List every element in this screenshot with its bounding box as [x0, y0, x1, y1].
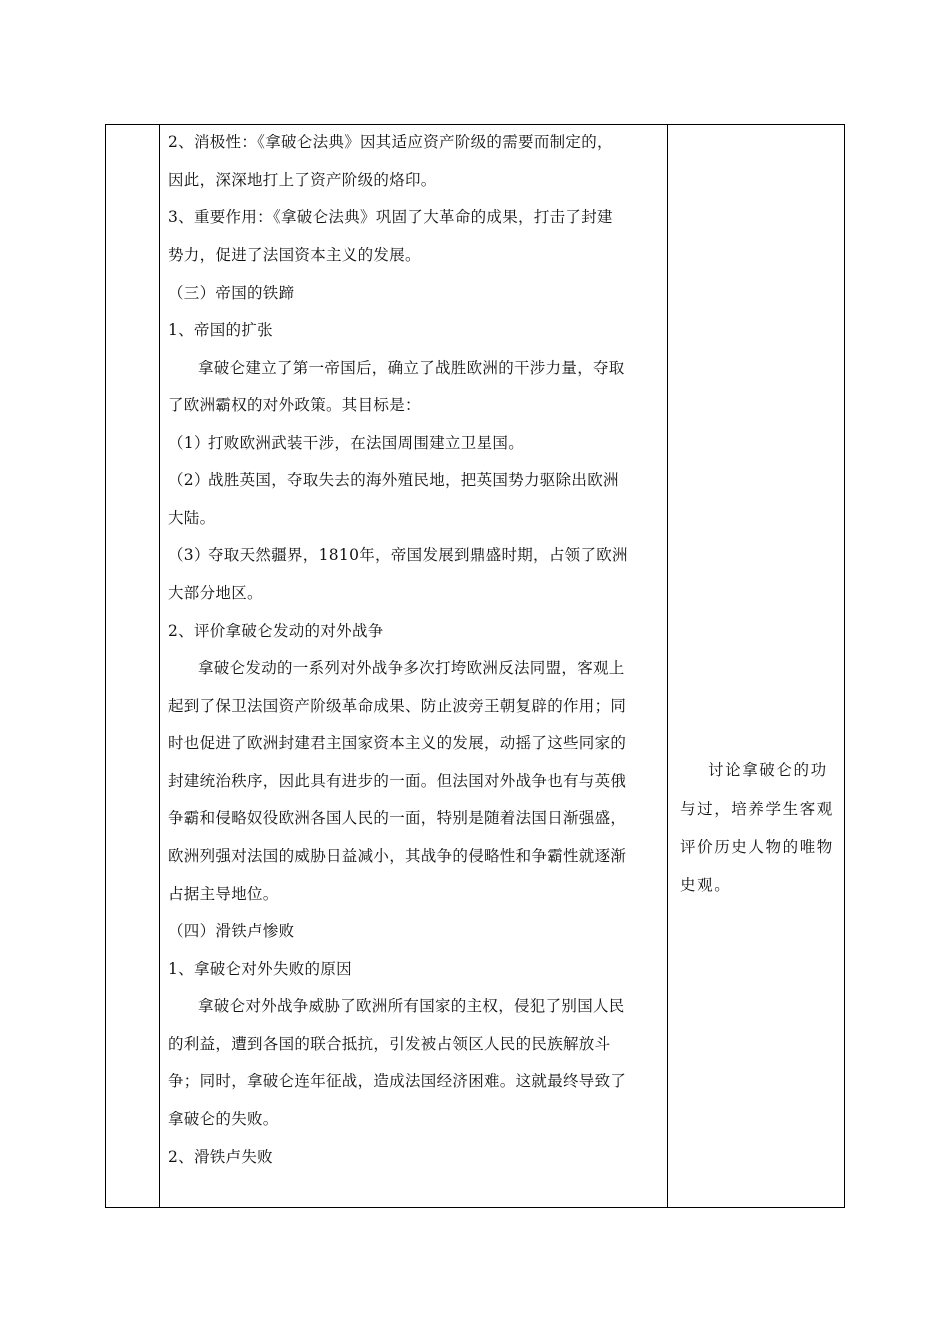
content-line: 2、消极性：《拿破仑法典》因其适应资产阶级的需要而制定的，	[168, 133, 613, 151]
content-line: 3、重要作用：《拿破仑法典》巩固了大革命的成果，打击了封建	[168, 208, 613, 226]
content-line: 的利益，遭到各国的联合抵抗，引发被占领区人民的民族解放斗	[168, 1035, 611, 1053]
content-line: 拿破仑建立了第一帝国后，确立了战胜欧洲的干涉力量，夺取	[198, 359, 625, 377]
subsection-heading: 1、帝国的扩张	[168, 321, 273, 339]
note-line: 讨论拿破仑的功	[708, 761, 828, 779]
notes-column	[668, 125, 844, 1207]
content-column	[160, 125, 668, 1207]
subsection-heading: 2、评价拿破仑发动的对外战争	[168, 622, 384, 640]
list-item	[168, 545, 628, 565]
content-line: 大部分地区。	[168, 584, 263, 602]
item-text: 战胜英国，夺取失去的海外殖民地，把英国势力驱除出欧洲	[208, 471, 619, 489]
item-number: （3）	[168, 546, 210, 564]
item-text: 打败欧洲武装干涉，在法国周围建立卫星国。	[208, 434, 525, 452]
content-line: 拿破仑发动的一系列对外战争多次打垮欧洲反法同盟，客观上	[198, 659, 625, 677]
item-number: （2）	[168, 471, 210, 489]
content-line: 欧洲列强对法国的威胁日益减小，其战争的侵略性和争霸性就逐渐	[168, 847, 627, 865]
note-line: 史观。	[680, 876, 732, 894]
note-line: 与过，培养学生客观	[680, 800, 834, 818]
content-line: 占据主导地位。	[168, 885, 279, 903]
content-line: 时也促进了欧洲封建君主国家资本主义的发展，动摇了这些同家的	[168, 734, 627, 752]
content-line: 因此，深深地打上了资产阶级的烙印。	[168, 171, 437, 189]
item-text: 夺取天然疆界，1810年，帝国发展到鼎盛时期，占领了欧洲	[208, 546, 628, 564]
list-item	[168, 470, 619, 490]
left-column	[106, 125, 160, 1207]
lesson-table	[105, 124, 845, 1208]
content-line: 封建统治秩序，因此具有进步的一面。但法国对外战争也有与英俄	[168, 772, 627, 790]
section-heading: （四）滑铁卢惨败	[168, 922, 295, 940]
note-line: 评价历史人物的唯物	[680, 838, 834, 856]
subsection-heading: 1、拿破仑对外失败的原因	[168, 960, 352, 978]
content-line: 起到了保卫法国资产阶级革命成果、防止波旁王朝复辟的作用；同	[168, 697, 627, 715]
content-line: 大陆。	[168, 509, 216, 527]
content-line: 拿破仑的失败。	[168, 1110, 279, 1128]
content-line: 拿破仑对外战争威胁了欧洲所有国家的主权，侵犯了别国人民	[198, 997, 625, 1015]
content-line: 争；同时，拿破仑连年征战，造成法国经济困难。这就最终导致了	[168, 1072, 627, 1090]
content-line: 势力，促进了法国资本主义的发展。	[168, 246, 421, 264]
content-line: 了欧洲霸权的对外政策。其目标是：	[168, 396, 421, 414]
section-heading: （三）帝国的铁蹄	[168, 284, 295, 302]
item-number: （1）	[168, 434, 210, 452]
list-item	[168, 433, 524, 453]
content-line: 争霸和侵略奴役欧洲各国人民的一面，特别是随着法国日渐强盛，	[168, 809, 627, 827]
subsection-heading: 2、滑铁卢失败	[168, 1148, 273, 1166]
